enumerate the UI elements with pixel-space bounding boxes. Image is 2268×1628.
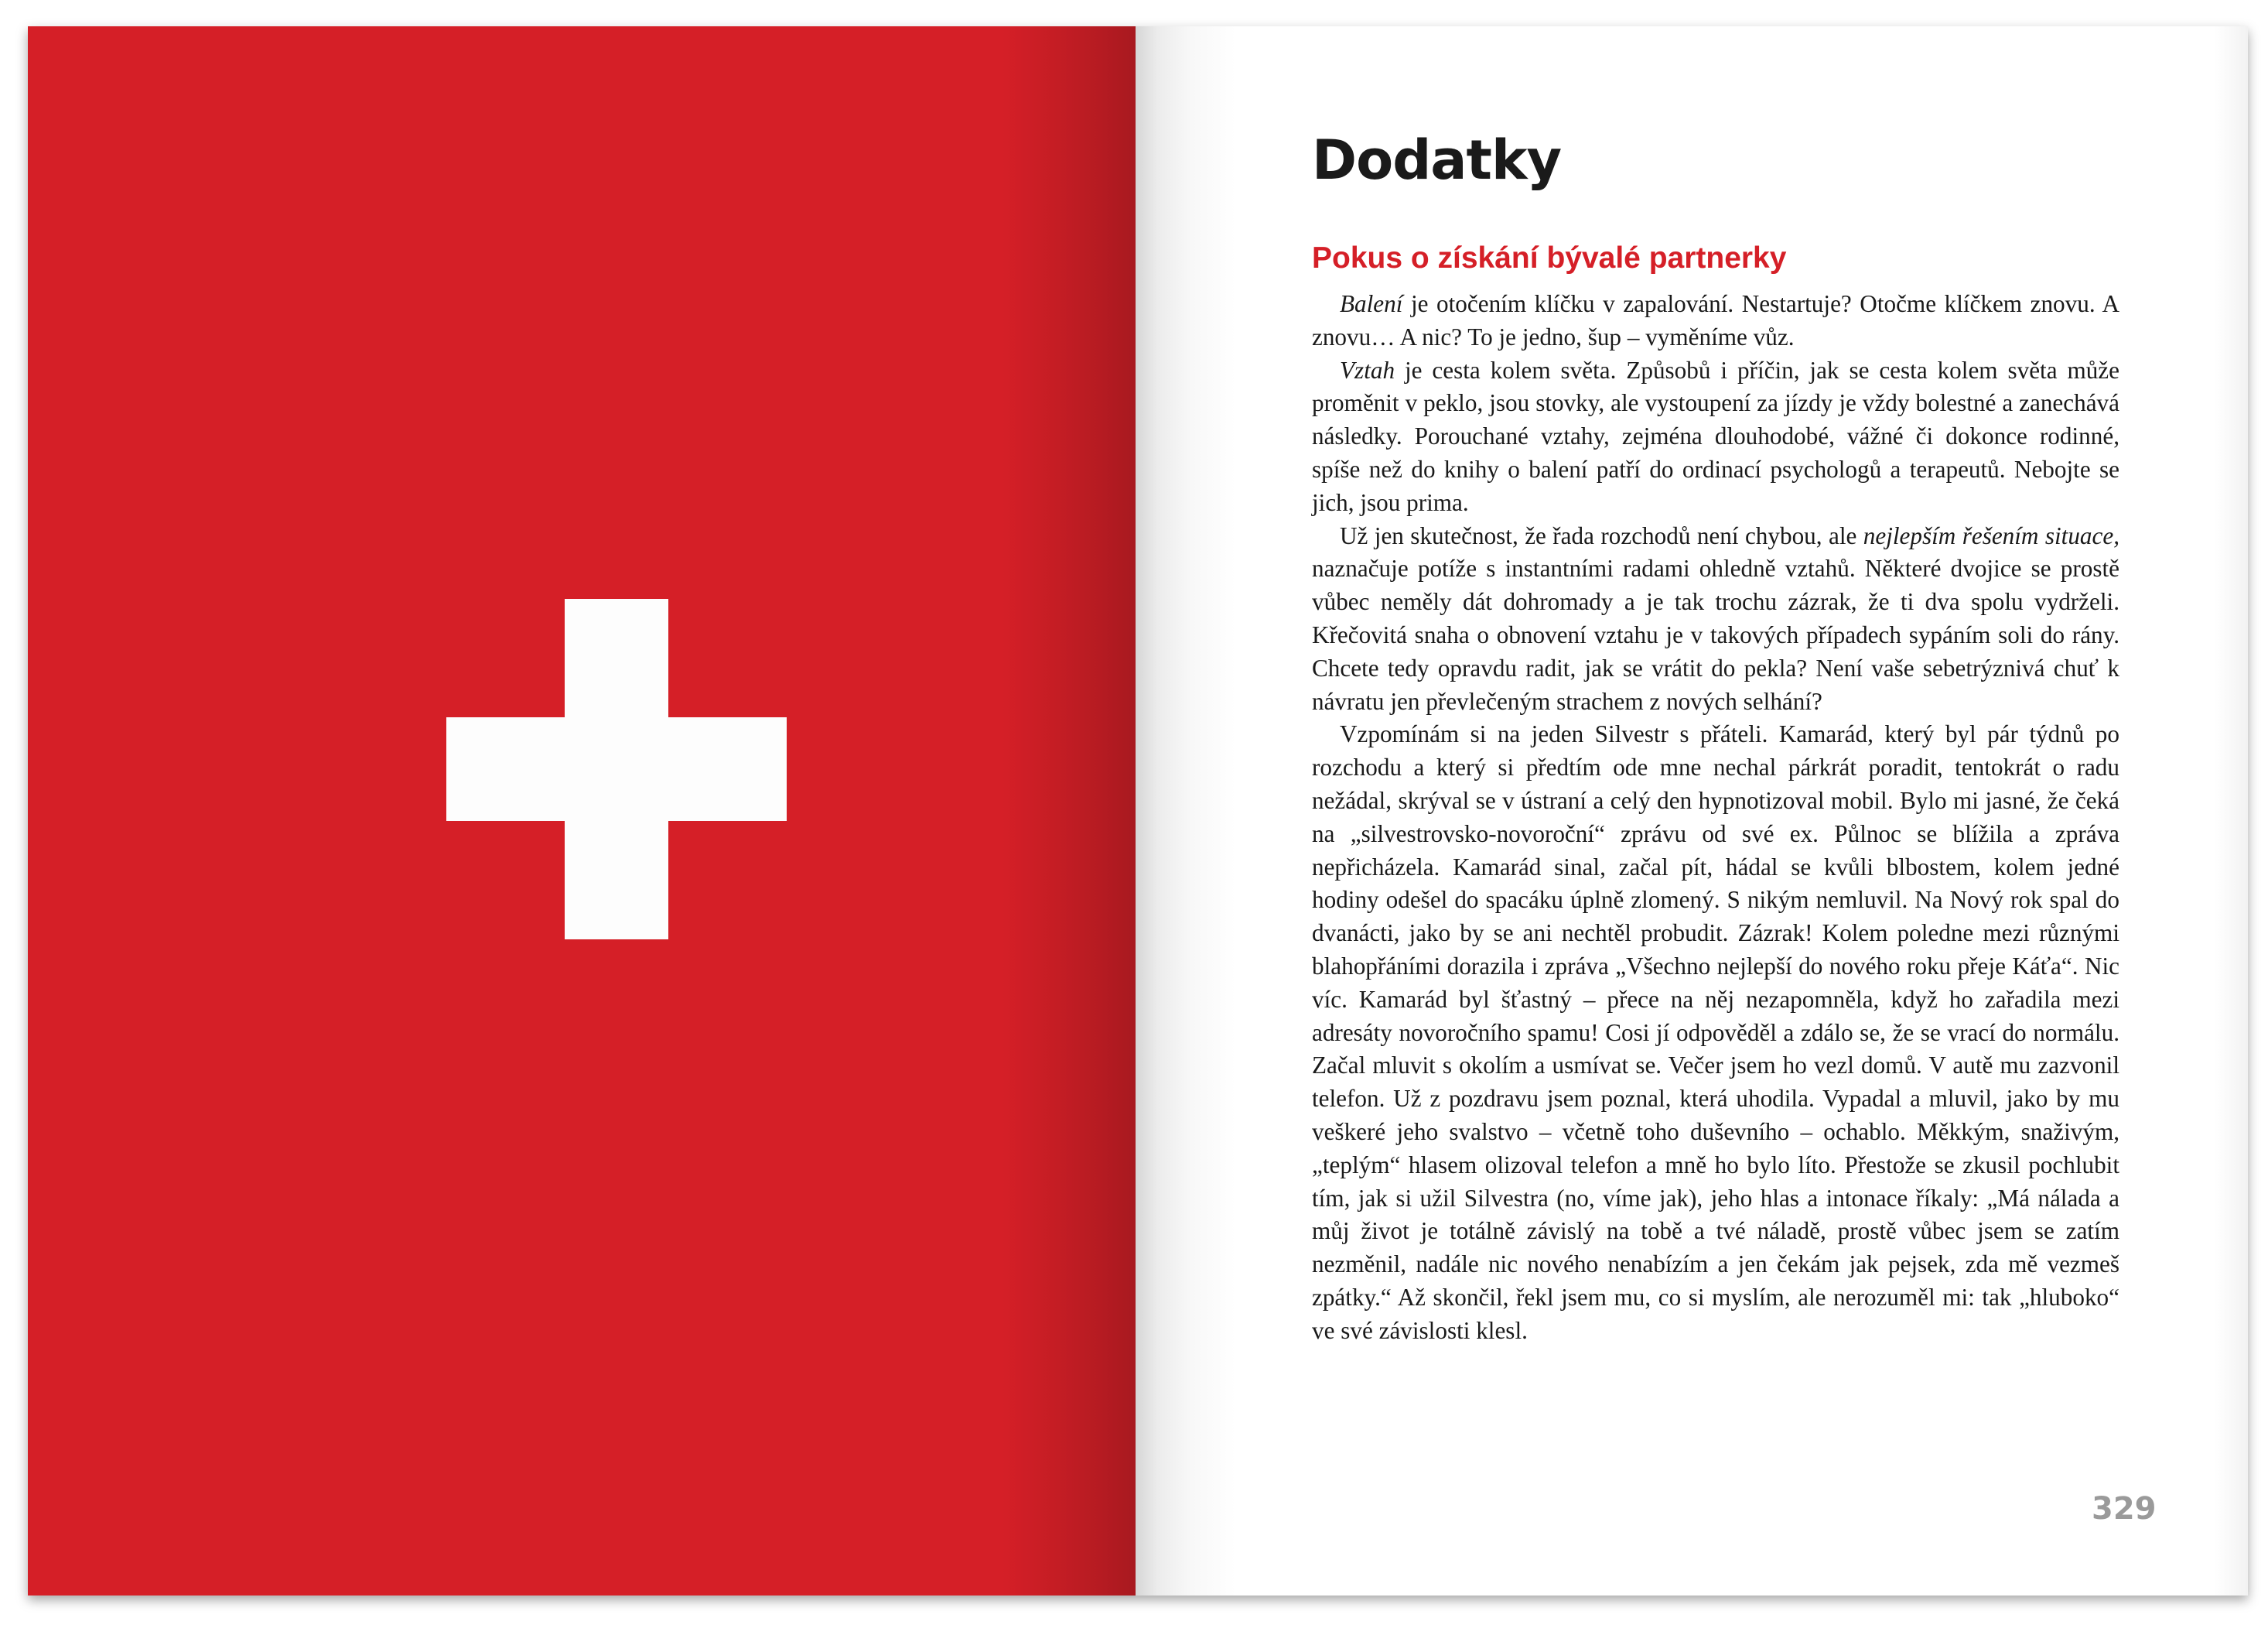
body-text: [1312, 288, 2119, 1348]
paragraph-3-text-a: Už jen skutečnost, že řada rozchodů není chybou, ale: [1340, 522, 1863, 549]
cross-horizontal-bar: [446, 717, 787, 821]
paragraph-2-lead: Vztah: [1340, 356, 1395, 384]
subheading-bold: bývalé partnerky: [1546, 241, 1787, 275]
page-number: 329: [2092, 1491, 2157, 1527]
paragraph-3-italic: nejlepším řešením situace,: [1863, 522, 2120, 549]
paragraph-3-text-b: naznačuje potíže s instantními radami ohledně vztahů. Některé dvojice se prostě vůbec neměly dát dohromady a je tak trochu zázrak, že ti dva spolu vydrželi. Křečovitá snaha o obnovení vztahu je v takových případech sypáním soli do rány. Chcete tedy opravdu radit, jak se vrátit do pekla? Není vaše sebetrýznivá chuť k návratu jen převlečeným strachem z nových selhání?: [1312, 555, 2119, 715]
page-title: Dodatky: [1312, 128, 1562, 192]
paragraph-2-text: je cesta kolem světa. Způsobů i příčin, jak se cesta kolem světa může proměnit v peklo, jsou stovky, ale vystoupení za jízdy je vždy bolestné a zanechává následky. Porouchané vztahy, zejména dlouhodobé, vážné či dokonce rodinné, spíše než do knihy o balení patří do ordinací psychologů a terapeutů. Nebojte se jich, jsou prima.: [1312, 356, 2119, 516]
section-subheading: [1312, 241, 1786, 276]
paragraph-2: [1312, 354, 2119, 520]
paragraph-1-lead: Balení: [1340, 290, 1403, 317]
paragraph-4-text: Vzpomínám si na jeden Silvestr s přáteli. Kamarád, který byl pár týdnů po rozchodu a který si předtím ode mne nechal párkrát poradit, tentokrát o radu nežádal, skrýval se v ústraní a celý den hypnotizoval mobil. Bylo mi jasné, že čeká na „silvestrovsko-novoroční“ zprávu od své ex. Půlnoc se blížila a zpráva nepřicházela. Kamarád sinal, začal pít, hádal se kvůli blbostem, kolem jedné hodiny odešel do spacáku úplně zlomený. S nikým nemluvil. Na Nový rok spal do dvanácti, jako by se ani nechtěl probudit. Zázrak! Kolem poledne mezi různými blahopřáními dorazila i zpráva „Všechno nejlepší do nového roku přeje Káťa“. Nic víc. Kamarád byl šťastný – přece na něj nezapomněla, když ho zařadila mezi adresáty novoročního spamu! Cosi jí odpověděl a zdálo se, že se vrací do normálu. Začal mluvit s okolím a usmívat se. Večer jsem ho vezl domů. V autě mu zazvonil telefon. Už z pozdravu jsem poznal, která uhodila. Vypadal a mluvil, jako by mu veškeré jeho svalstvo – včetně toho duševního – ochablo. Měkkým, snaživým, „teplým“ hlasem olizoval telefon a mně ho bylo líto. Přestože se zkusil pochlubit tím, jak si užil Silvestra (no, víme jak), jeho hlas a intonace říkaly: „Má nálada a můj život je totálně závislý na tobě a tvé náladě, prostě vůbec jsem se zatím nezměnil, nadále nic nového nenabízím a jen čekám jak pejsek, zda mě vezmeš zpátky.“ Až skončil, řekl jsem mu, co si myslím, ale nerozuměl mi: tak „hluboko“ ve své závislosti klesl.: [1312, 720, 2119, 1344]
paragraph-1: [1312, 288, 2119, 354]
book-spread: [28, 26, 2248, 1596]
subheading-regular: Pokus o získání: [1312, 241, 1547, 275]
paragraph-3: [1312, 520, 2119, 719]
paragraph-4: [1312, 718, 2119, 1347]
left-page: [28, 26, 1136, 1596]
paragraph-1-text: je otočením klíčku v zapalování. Nestartuje? Otočme klíčkem znovu. A znovu… A nic? To je jedno, šup – vyměníme vůz.: [1312, 290, 2119, 351]
right-page: [1136, 26, 2248, 1596]
